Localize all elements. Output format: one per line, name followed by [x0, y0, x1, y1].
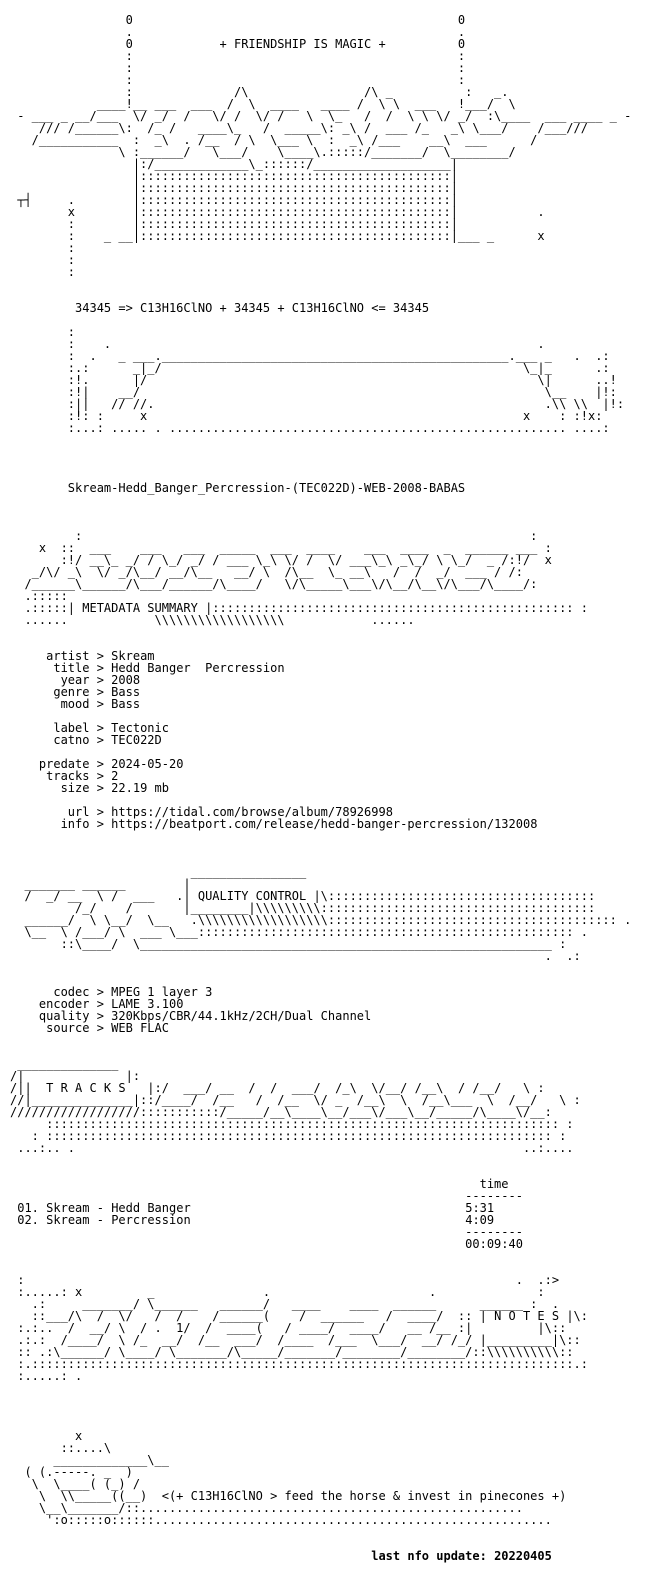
track-row: 01. Skream - Hedd Banger 5:31	[17, 1201, 495, 1215]
metadata-value: Bass	[111, 685, 141, 699]
tracks-title-line: /|| T R A C K S |:/ ___/ __ / / ___/ /_\ \/__/ /__\ / /__/ \ :	[10, 1081, 545, 1095]
tracks-rule: --------	[10, 1225, 523, 1239]
metadata-key: title	[53, 661, 90, 675]
track-row: 02. Skream - Percression 4:09	[17, 1213, 495, 1227]
metadata-banner-art: : : x :: ___ ___ ___ _____ ___ ____ ___ ____ _ ______ ___ : :!/ __\_ _/ / \_/ _/ / ___ \_\ \/ / \/ ___\_\ _\_/ \ \_/ _ /:!/ x _/\/ _\ \/ _/\__/ __/\__ __/ \ /\__ \_ __\ / / _/ ___ / /: /______\______/\___/______/\____/ \/\_____\___\/\__/\__\/\___/\____/: .:::::	[24, 529, 552, 603]
metadata-key: year	[60, 673, 90, 687]
track-time: 4:09	[465, 1213, 495, 1227]
quality-key: codec	[53, 985, 90, 999]
quality-value: LAME 3.100	[111, 997, 184, 1011]
metadata-row: genre > Bass	[53, 685, 141, 699]
metadata-key: label	[53, 721, 90, 735]
metadata-key: predate	[38, 757, 90, 771]
release-name: Skream-Hedd_Banger_Percression-(TEC022D)-WEB-2008-BABAS	[67, 481, 466, 495]
metadata-row: predate > 2024-05-20	[38, 757, 184, 771]
metadata-key: url	[67, 805, 90, 819]
quality-table	[10, 986, 648, 1034]
header-art-bottom: : : . . : . _ ___.________________________________________________.___ _ . .: :.: _|_/ \_|_ .: :!. |/ \| ..! :!| __/ \__ |!: :|| // //. .\\ \\ |!: :!: : x x : :!x: :...: ..... . ....................................................... ....:	[67, 325, 625, 435]
track-time: 5:31	[465, 1201, 495, 1215]
metadata-value: TEC022D	[111, 733, 162, 747]
tracks-total-line	[10, 1238, 648, 1250]
notes-title-line: ::___/\ / \/ / / /______( / ______ / ____/ :: | N O T E S |\:	[10, 1309, 588, 1323]
header-art: 0 0 . . 0 + FRIENDSHIP IS MAGIC + 0 : : : : : : : /\ /\ _ : _. ____!__ ___ ___ / \ ____ ____ / \ \ ___ !___/ \ - ___ _ __/___ \/ _/ / \/ / \/ / \ \_ / / \ \ \/ _/ :\____ ___ ____ _ - /// /______\: /_ / ____\_ / _____\: _\ / ___ /_ _\ \___/ /___/// /___________ : _\ . /__ / \ \___ \ : _\ /___ __\ ___ / \ :______/ \___/ \____\.:::::/_______/ \________/ |:/_____________\_::::::/___________________| |:::::::::::::::::::::::::::::::::::::::::::| |:::::::::::::::::::::::::::::::::::::::::::| ┬┤ . |:::::::::::::::::::::::::::::::::::::::::::| x |:::::::::::::::::::::::::::::::::::::::::::| . : |:::::::::::::::::::::::::::::::::::::::::::| : _ __|:::::::::::::::::::::::::::::::::::::::::::|___ _ x : : :	[17, 13, 632, 279]
last-update-line	[10, 1550, 648, 1562]
track-title: Percression	[111, 1213, 191, 1227]
metadata-row: catno > TEC022D	[53, 733, 162, 747]
metadata-title-line: .:::::| METADATA SUMMARY |:::::::::::::::::::::::::::::::::::::::::::::::::: :	[10, 601, 588, 615]
quality-value: WEB FLAC	[111, 1021, 169, 1035]
notes-logo-art: x ::....\ _____________\__ ( (.-----. _ ) \ \____( (_) /	[24, 1429, 169, 1491]
metadata-value: Skream	[111, 649, 155, 663]
metadata-row: artist > Skream	[46, 649, 155, 663]
metadata-value: 2024-05-20	[111, 757, 184, 771]
tracks-time-header: time	[479, 1177, 509, 1191]
last-update-date: 20220405	[494, 1549, 552, 1563]
metadata-value: 2	[111, 769, 119, 783]
tagline-line: \ \\_____((__) <(+ C13H16ClNO > feed the horse & invest in pinecones +)	[10, 1489, 567, 1503]
tagline: <(+ C13H16ClNO > feed the horse & invest in pinecones +)	[161, 1489, 567, 1503]
metadata-row: title > Hedd Banger Percression	[53, 661, 285, 675]
metadata-row: info > https://beatport.com/release/hedd-banger-percression/132008	[60, 817, 538, 831]
track-title: Hedd Banger	[111, 1201, 191, 1215]
last-update-label: last nfo update:	[371, 1549, 487, 1563]
quality-value: 320Kbps/CBR/44.1kHz/2CH/Dual Channel	[111, 1009, 372, 1023]
chemical-formula: 34345 => C13H16ClNO + 34345 + C13H16ClNO <= 34345	[75, 301, 430, 315]
metadata-link[interactable]: https://beatport.com/release/hedd-banger-percression/132008	[111, 817, 538, 831]
metadata-key: catno	[53, 733, 90, 747]
metadata-value: Tectonic	[111, 721, 169, 735]
metadata-table	[10, 650, 648, 830]
track-artist: Skream	[46, 1213, 90, 1227]
metadata-title: METADATA SUMMARY	[82, 601, 198, 615]
tracks-total: 00:09:40	[465, 1237, 523, 1251]
track-number: 02.	[17, 1213, 39, 1227]
quality-row: encoder > LAME 3.100	[38, 997, 184, 1011]
metadata-key: artist	[46, 649, 90, 663]
quality-banner-head: ________________ _______ ______ |	[24, 865, 307, 891]
metadata-key: info	[60, 817, 90, 831]
tracks-title: T R A C K S	[46, 1081, 126, 1095]
chemical-formula-line	[10, 302, 648, 314]
metadata-value: 22.19 mb	[111, 781, 169, 795]
metadata-row: mood > Bass	[60, 697, 141, 711]
quality-row: codec > MPEG 1 layer 3	[53, 985, 213, 999]
metadata-row: year > 2008	[60, 673, 141, 687]
quality-row: source > WEB FLAC	[46, 1021, 169, 1035]
notes-banner-body: :.:.. / __/ \ / . 1/ / ____( / ____/ ____/ __ /__ :| |\:: .:.: /____/ \ /_ __/ /__ ___/ /____ /___ \___/ __/ /_/ |_________|\:: :: .:\______/ \____/ \_______/\_____/_______/________/________/::\\\\\\\\\\:: :.:::::::::::::::::::::::::::::::::::::::::::::::::::::::::::::::::::::::::::.: :.....: .	[17, 1321, 588, 1383]
quality-row: quality > 320Kbps/CBR/44.1kHz/2CH/Dual Channel	[38, 1009, 372, 1023]
release-name-line	[10, 482, 648, 494]
notes-title: N O T E S	[494, 1309, 560, 1323]
metadata-row: tracks > 2	[46, 769, 119, 783]
metadata-key: mood	[60, 697, 90, 711]
quality-key: quality	[38, 1009, 90, 1023]
metadata-key: tracks	[46, 769, 90, 783]
quality-title-line: / _/ __ \ / ___ .| QUALITY CONTROL |\:::::::::::::::::::::::::::::::::::::	[10, 889, 596, 903]
quality-banner-body: /_/ / |________|\\\\\\\\\:::::::::::::::::::::::::::::::::::::: ______/ \ \__/ \__ .\\\\\\\\\\\\\\\\\\:::::::::::::::::::::::::::::::::::::::: . \__ \ /___/ \ ___ \___:::::::::::::::::::::::::::::::::::::::::::::::::::: . ::\____/ \_________________________________________________________ : . .:	[24, 901, 632, 963]
tracks-banner-head: ______________ /| |:	[10, 1057, 141, 1083]
metadata-banner-tail: ...... \\\\\\\\\\\\\\\\\\ ......	[10, 613, 415, 627]
quality-key: encoder	[38, 997, 90, 1011]
metadata-row: size > 22.19 mb	[60, 781, 169, 795]
metadata-value: Bass	[111, 697, 141, 711]
nfo-document	[10, 2, 648, 1574]
metadata-value: 2008	[111, 673, 141, 687]
tracks-rule: --------	[10, 1189, 523, 1203]
metadata-row: url > https://tidal.com/browse/album/78926998	[67, 805, 393, 819]
metadata-value: Hedd Banger Percression	[111, 661, 285, 675]
tracks-banner-body: //|______________|::/____/ /__ / /__ \/ _ /__\ \ /__\___ \ /__/ \ : //////////////////:::::::::::/_____/__\____\__/___\/___\__/_____/\____\/__: ::::::::::::::::::::::::::::::::::::::::::::::::::::::::::::::::::::::: : : :::::::::::::::::::::::::::::::::::::::::::::::::::::::::::::::::::::: : ...:.. . ..:....	[10, 1093, 581, 1155]
notes-logo-tail: \__\_______/::..................................................... ':o:::::o::::::.......................................................	[38, 1501, 552, 1527]
metadata-key: genre	[53, 685, 90, 699]
metadata-link[interactable]: https://tidal.com/browse/album/78926998	[111, 805, 393, 819]
quality-key: source	[46, 1021, 90, 1035]
notes-banner-head: : . .:> :.....: x _ . . : .: _______/ \______ ______/ ____ ____ ______ ______ : .	[17, 1273, 560, 1311]
metadata-key: size	[60, 781, 90, 795]
track-artist: Skream	[46, 1201, 90, 1215]
track-number: 01.	[17, 1201, 39, 1215]
quality-value: MPEG 1 layer 3	[111, 985, 213, 999]
quality-title: QUALITY CONTROL	[197, 889, 307, 903]
metadata-row: label > Tectonic	[53, 721, 169, 735]
